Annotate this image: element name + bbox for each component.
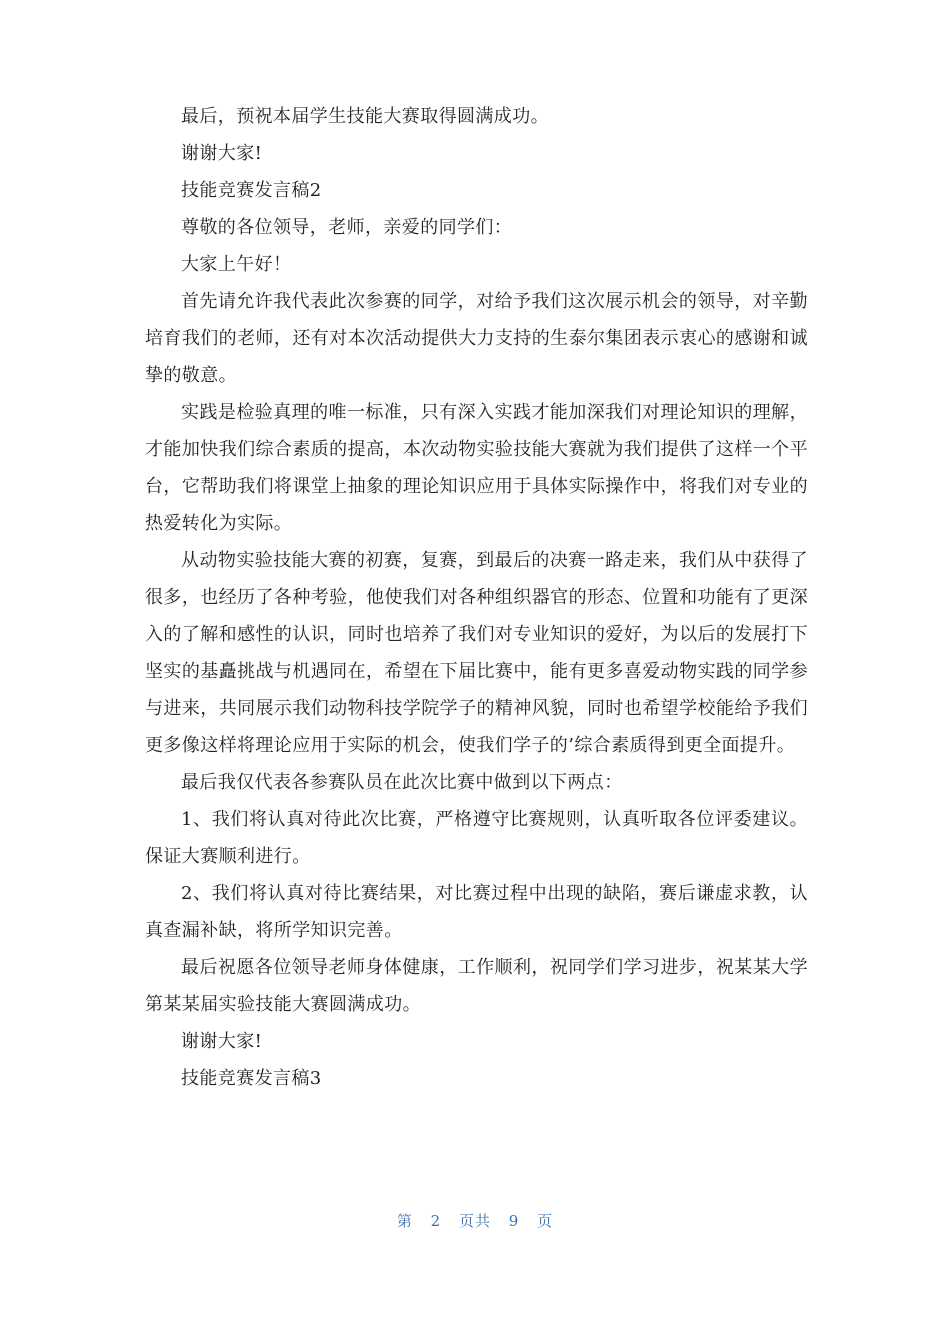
current-page-number: 2 [430, 1212, 442, 1230]
paragraph: 谢谢大家! [181, 143, 263, 164]
list-item: 2、我们将认真对待比赛结果，对比赛过程中出现的缺陷，赛后谦虚求教，认真查漏补缺，将所学知识完善。 [145, 883, 808, 941]
paragraph: 最后我仅代表各参赛队员在此次比赛中做到以下两点： [181, 772, 623, 793]
section-heading: 技能竞赛发言稿3 [181, 1068, 322, 1089]
footer-middle: 页共 [458, 1212, 491, 1230]
list-item: 1、我们将认真对待此次比赛，严格遵守比赛规则，认真听取各位评委建议。保证大赛顺利进行。 [145, 809, 808, 867]
paragraph: 实践是检验真理的唯一标准，只有深入实践才能加深我们对理论知识的理解，才能加快我们综合素质的提高，本次动物实验技能大赛就为我们提供了这样一个平台，它帮助我们将课堂上抽象的理论知识应用于具体实际操作中，将我们对专业的热爱转化为实际。 [145, 402, 808, 534]
paragraph: 最后祝愿各位领导老师身体健康，工作顺利，祝同学们学习进步，祝某某大学第某某届实验技能大赛圆满成功。 [145, 957, 808, 1015]
section-heading: 技能竞赛发言稿2 [181, 180, 322, 201]
page-number-footer [0, 1210, 950, 1231]
paragraph: 从动物实验技能大赛的初赛，复赛，到最后的决赛一路走来，我们从中获得了很多，也经历了各种考验，他使我们对各种组织器官的形态、位置和功能有了更深入的了解和感性的认识，同时也培养了我们对专业知识的爱好，为以后的发展打下坚实的基矗挑战与机遇同在，希望在下届比赛中，能有更多喜爱动物实践的同学参与进来，共同展示我们动物科技学院学子的精神风貌，同时也希望学校能给予我们更多像这样将理论应用于实际的机会，使我们学子的’综合素质得到更全面提升。 [145, 550, 808, 756]
footer-suffix: 页 [537, 1212, 554, 1230]
salutation: 尊敬的各位领导，老师，亲爱的同学们： [181, 217, 513, 238]
paragraph: 谢谢大家! [181, 1031, 263, 1052]
document-body [145, 98, 808, 1097]
paragraph: 最后，预祝本届学生技能大赛取得圆满成功。 [181, 106, 549, 127]
greeting: 大家上午好！ [181, 254, 292, 275]
footer-prefix: 第 [396, 1212, 413, 1230]
total-page-count: 9 [508, 1212, 520, 1230]
paragraph: 首先请允许我代表此次参赛的同学，对给予我们这次展示机会的领导，对辛勤培育我们的老师，还有对本次活动提供大力支持的生泰尔集团表示衷心的感谢和诚挚的敬意。 [145, 291, 808, 386]
